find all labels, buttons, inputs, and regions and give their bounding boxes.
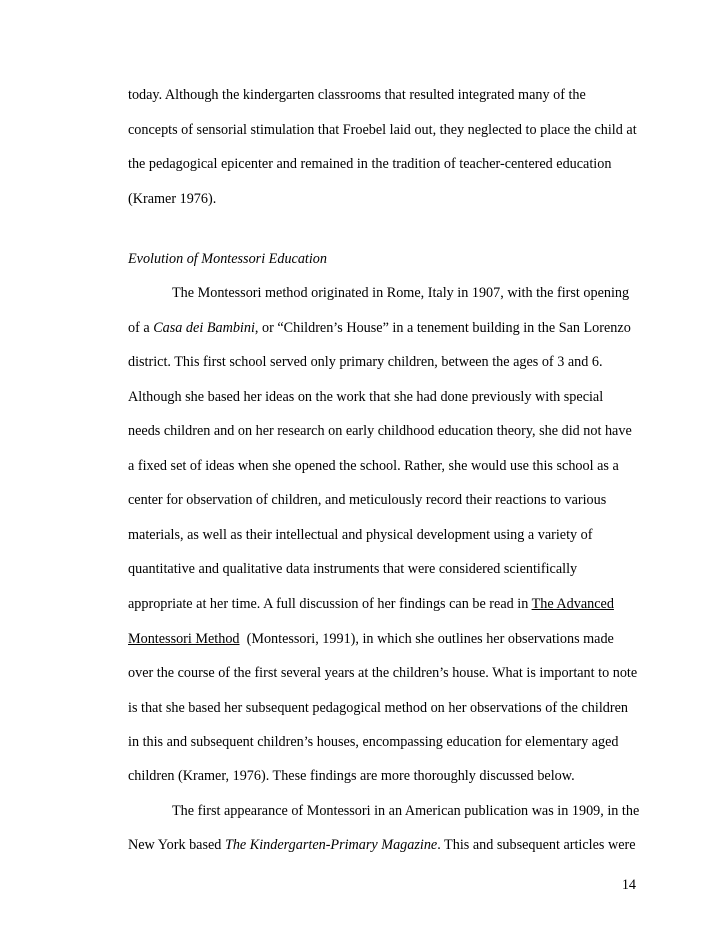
paragraph-line: a fixed set of ideas when she opened the school. Rather, she would use this school as a — [128, 458, 619, 474]
paragraph-line: The first appearance of Montessori in an American publication was in 1909, in the — [172, 803, 640, 819]
page-number: 14 — [621, 877, 636, 893]
paragraph-line: today. Although the kindergarten classrooms that resulted integrated many of the — [128, 87, 586, 103]
paragraph-line: needs children and on her research on early childhood education theory, she did not have — [128, 423, 632, 439]
paragraph-line: concepts of sensorial stimulation that Froebel laid out, they neglected to place the child at — [128, 122, 637, 138]
italic-title: Casa dei Bambini — [153, 320, 255, 336]
italic-title: The Kindergarten-Primary Magazine — [224, 837, 438, 853]
paragraph-line: The Montessori method originated in Rome, Italy in 1907, with the first opening — [172, 285, 630, 301]
text-run: (Montessori, 1991), in which she outlines her observations made — [239, 631, 614, 647]
paragraph-line — [128, 319, 631, 337]
section-heading: Evolution of Montessori Education — [128, 251, 327, 267]
paragraph-line: district. This first school served only primary children, between the ages of 3 and 6. — [128, 354, 603, 370]
text-run: of a — [128, 320, 154, 336]
paragraph-line — [128, 836, 636, 854]
paragraph-line — [128, 595, 614, 613]
underlined-title: Montessori Method — [128, 631, 240, 647]
paragraph-line: materials, as well as their intellectual and physical development using a variety of — [128, 527, 593, 543]
paragraph-line: the pedagogical epicenter and remained in the tradition of teacher-centered education — [128, 156, 612, 172]
paragraph-line: children (Kramer, 1976). These findings are more thoroughly discussed below. — [128, 768, 575, 784]
paragraph-line: is that she based her subsequent pedagogical method on her observations of the children — [128, 700, 628, 716]
paragraph-line: in this and subsequent children’s houses, encompassing education for elementary aged — [128, 734, 619, 750]
paragraph-line: quantitative and qualitative data instruments that were considered scientifically — [128, 561, 578, 577]
paragraph-line: Although she based her ideas on the work that she had done previously with special — [128, 389, 604, 405]
paragraph-line: center for observation of children, and meticulously record their reactions to various — [128, 492, 607, 508]
paragraph-line: (Kramer 1976). — [128, 191, 217, 207]
text-run: New York based — [128, 837, 225, 853]
text-run: , or “Children’s House” in a tenement building in the San Lorenzo — [254, 320, 631, 336]
text-run: . This and subsequent articles were — [437, 837, 636, 853]
underlined-title: The Advanced — [531, 596, 614, 612]
text-run: appropriate at her time. A full discussion of her findings can be read in — [128, 596, 532, 612]
paragraph-line: over the course of the first several years at the children’s house. What is important to note — [128, 665, 638, 681]
paragraph-line — [128, 630, 614, 648]
